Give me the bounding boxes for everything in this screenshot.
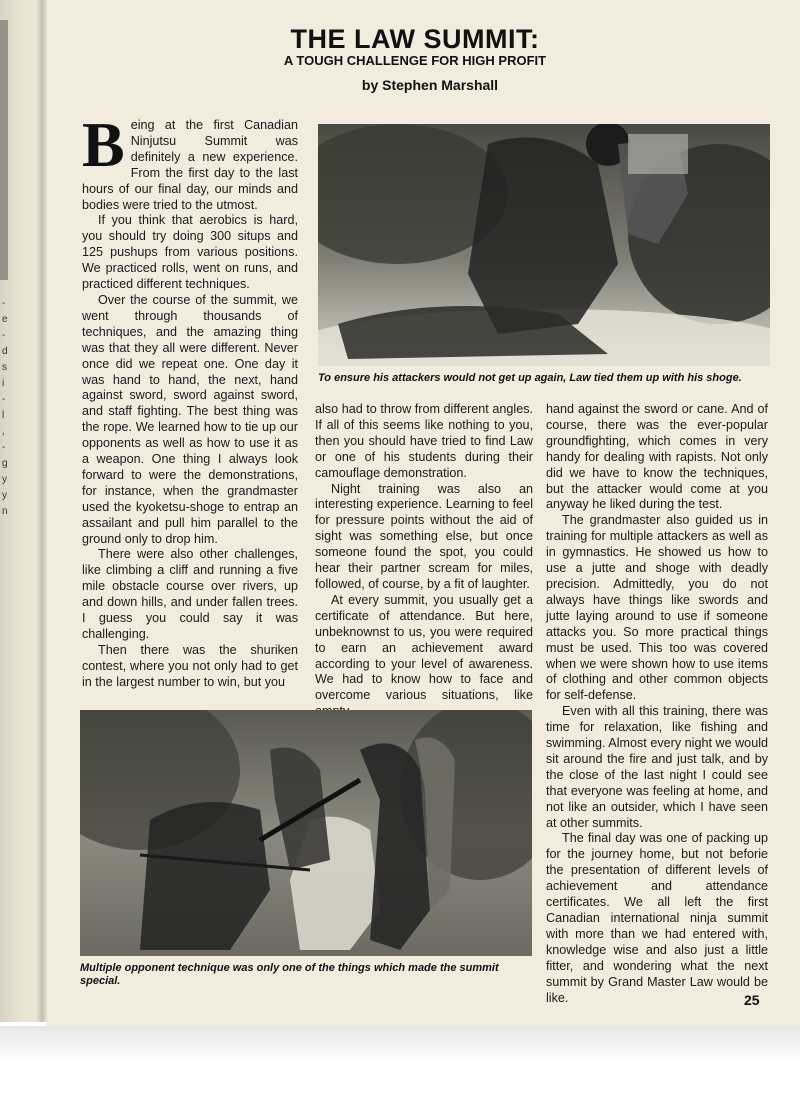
article-paragraph: Over the course of the summit, we went through thousands of techniques, and the amazing thing was that they all were different. Never once did we repeat one. One day it was hand to hand, the next, hand against sword, sword against sword, and staff fighting. The best thing was the rope. We learned how to tie up our opponents as well as how to use it as a weapon. One thing I always look forward to were the demonstrations, for instance, when the grandmaster used the kyoketsu-shoge to entrap an assailant and pull him parallel to the ground only to drop him. [82, 292, 298, 546]
article-title: THE LAW SUMMIT: [290, 24, 540, 54]
paragraph-text: eing at the first Canadian Ninjutsu Summit was definitely a new experience. From the first day to the last hours of our final day, our minds and bodies were tried to the utmost. [82, 118, 298, 212]
photo-icon [80, 710, 532, 956]
previous-page-photo-edge [0, 20, 8, 280]
article-paragraph: The grandmaster also guided us in training for multiple attackers as well as in gymnastics. He showed us how to use a jutte and shoge with deadly precision. Admittedly, you do not always have things like swords and jutte laying around to use if someone attacks you. So more practical things must be used. This too was covered when we were shown how to use items of clothing and other common objects for self-defense. [546, 513, 768, 703]
article-paragraph: There were also other challenges, like climbing a cliff and running a five mile obstacle course over rivers, up and down hills, and under fallen trees. I guess you could say it was challenging. [82, 547, 298, 641]
page-number: 25 [744, 992, 760, 1008]
article-paragraph: also had to throw from different angles. If all of this seems like nothing to you, then you should have tried to find Law or one of his students during their camouflage demonstration. [315, 402, 533, 480]
photo2-caption: Multiple opponent technique was only one of the things which made the summit special. [80, 962, 499, 987]
photo-multiple-opponents [80, 710, 532, 956]
page-gutter [36, 0, 48, 1022]
article-paragraph [82, 109, 298, 213]
article-paragraph: If you think that aerobics is hard, you should try doing 300 situps and 125 pushups from various positions. We practiced rolls, went on runs, and practiced different techniques. [82, 213, 298, 292]
article-paragraph: At every summit, you usually get a certificate of attendance. But here, unbeknownst to us, you were required to earn an achievement award according to your level of awareness. We had to know how to face and overcome various situations, like [315, 592, 533, 703]
article-paragraph: Then there was the shuriken contest, where you not only had to get in the largest number to win, but you [82, 642, 298, 689]
photo-icon [318, 124, 770, 366]
article-byline: by Stephen Marshall [361, 77, 499, 93]
article-column-3 [546, 402, 768, 1006]
article-column-2 [315, 402, 533, 720]
photo1-caption: To ensure his attackers would not get up again, Law tied them up with his shoge. [318, 372, 742, 384]
article-column-1 [82, 109, 298, 691]
scan-background [0, 1026, 800, 1114]
drop-cap: B [82, 109, 125, 180]
article-paragraph: Night training was also an interesting experience. Learning to feel for pressure points without the aid of sight was something else, but once someone found the spot, you could hear their partner scream for miles, followed, of course, by a fit of laughter. [315, 481, 533, 591]
photo-law-tying-attackers [318, 124, 770, 366]
article-subtitle: A TOUGH CHALLENGE FOR HIGH PROFIT [283, 53, 547, 68]
article-paragraph: hand against the sword or cane. And of course, there was the ever-popular groundfighting, which comes in very handy for dealing with rapists. Not only did we have to know the techniques, but the attacker would come at you anyway he liked during the test. [546, 402, 768, 512]
article-paragraph: Even with all this training, there was time for relaxation, like fishing and swimming. Almost every night we would sit around the fire and just talk, and by the close of the last night I could see that everyone was feeling at home, and not like an outsider, which I have seen at other summits. [546, 704, 768, 830]
previous-page-text-edge: - e - d s i - l , - g y y n [2, 298, 8, 517]
article-paragraph: The final day was one of packing up for the journey home, but not beforie the presentation of different levels of achievement and attendance certificates. We all left the first Canadian international ninja summit with more than we had entered with, knowledge wise and also just a little fitter, and wondering what the next summit by Grand Master Law would be like. [546, 831, 768, 1005]
